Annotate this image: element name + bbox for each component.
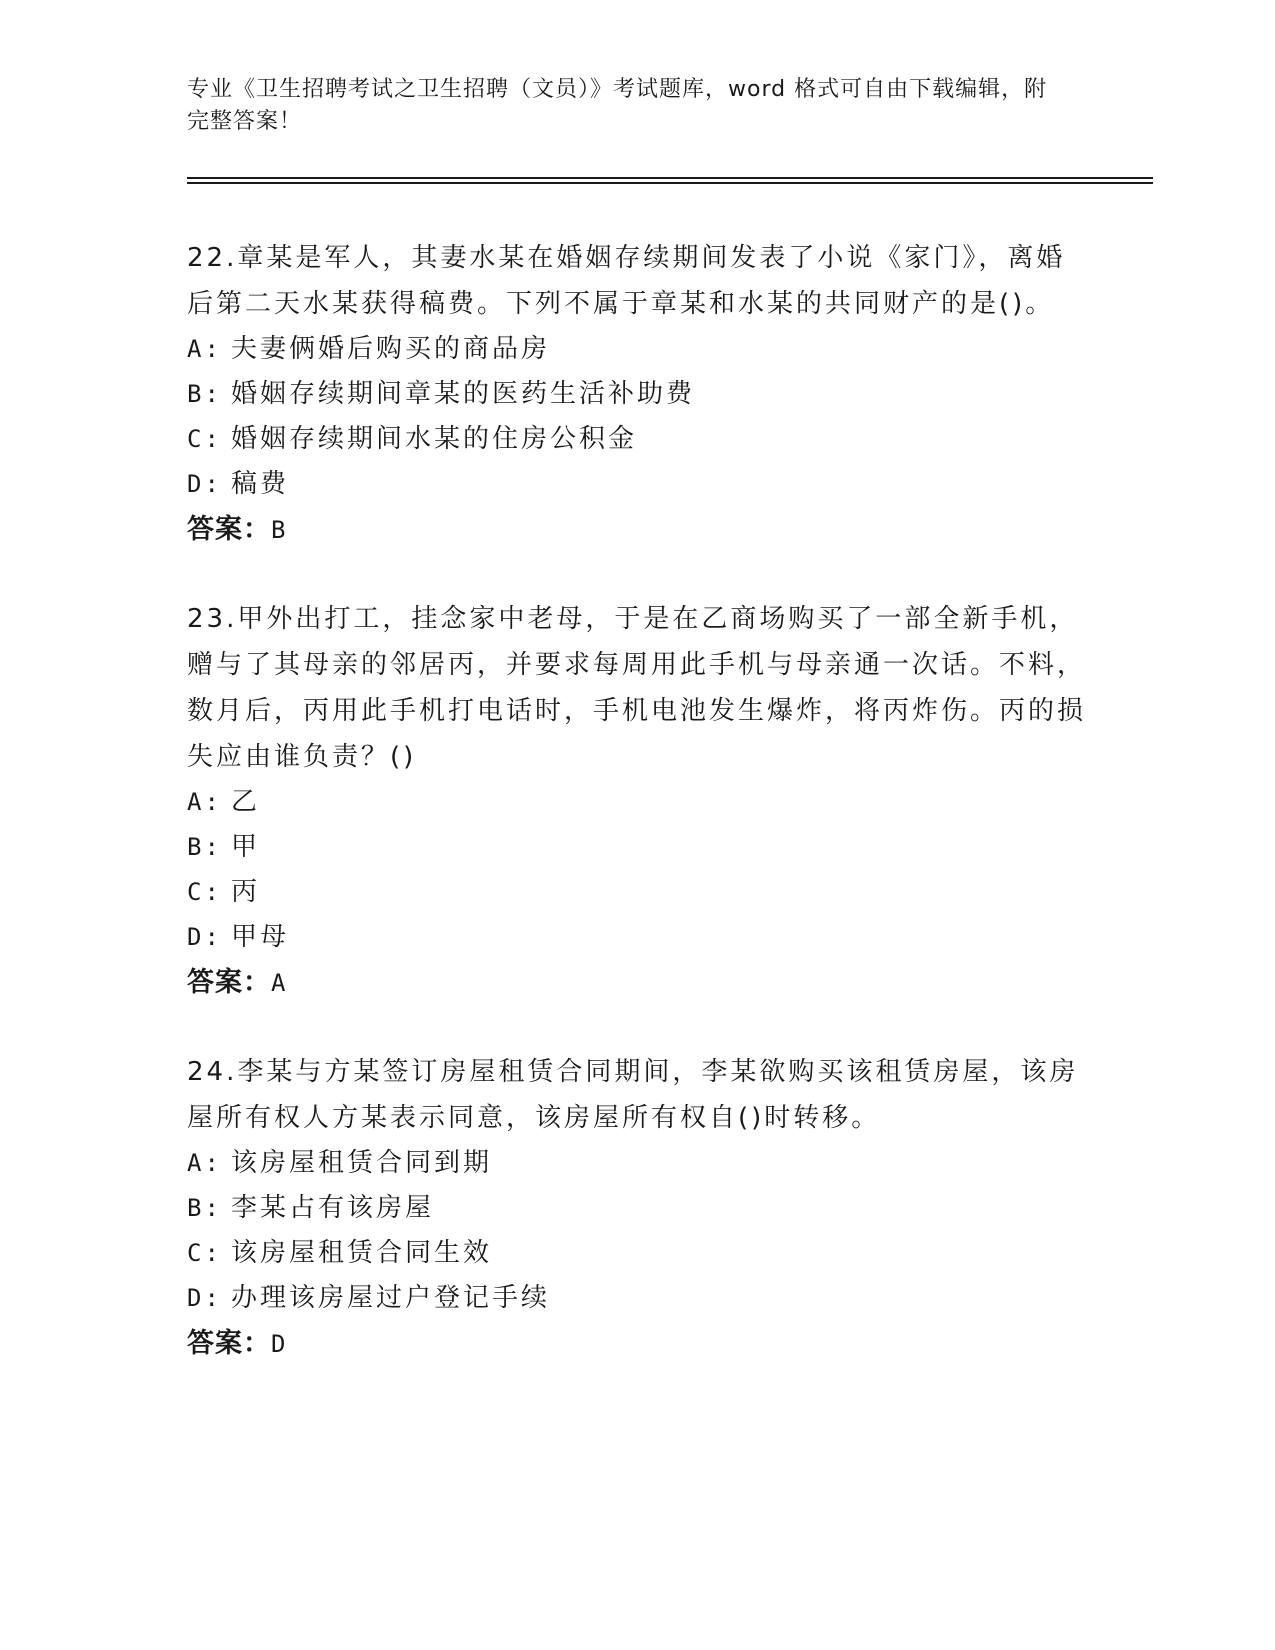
question-22 — [187, 235, 1087, 553]
option-key: A: — [187, 1149, 222, 1177]
question-24 — [187, 1049, 1087, 1367]
option-key: B: — [187, 833, 222, 861]
option-c — [187, 1231, 1087, 1276]
option-key: A: — [187, 335, 222, 363]
option-text: 婚姻存续期间章某的医药生活补助费 — [231, 379, 696, 409]
option-c — [187, 870, 1087, 915]
option-c — [187, 417, 1087, 462]
answer-value: B — [271, 516, 287, 544]
option-text: 办理该房屋过户登记手续 — [231, 1283, 551, 1313]
answer-value: D — [271, 1330, 287, 1358]
option-key: B: — [187, 1194, 222, 1222]
answer-value: A — [271, 969, 287, 997]
option-text: 该房屋租赁合同生效 — [231, 1238, 493, 1268]
question-23 — [187, 596, 1087, 1006]
option-text: 乙 — [231, 787, 261, 817]
option-key: D: — [187, 470, 222, 498]
option-b — [187, 1186, 1087, 1231]
option-text: 婚姻存续期间水某的住房公积金 — [231, 424, 638, 454]
option-text: 李某占有该房屋 — [231, 1193, 435, 1223]
option-b — [187, 825, 1087, 870]
header-divider-bottom — [187, 182, 1153, 184]
option-key: D: — [187, 923, 222, 951]
header-divider-top — [187, 177, 1153, 179]
option-a — [187, 327, 1087, 372]
option-a — [187, 780, 1087, 825]
answer-label: 答案： — [187, 967, 271, 998]
option-text: 夫妻俩婚后购买的商品房 — [231, 334, 551, 364]
option-d — [187, 1276, 1087, 1321]
option-key: A: — [187, 788, 222, 816]
option-a — [187, 1141, 1087, 1186]
option-key: D: — [187, 1284, 222, 1312]
question-stem: 24.李某与方某签订房屋租赁合同期间，李某欲购买该租赁房屋，该房屋所有权人方某表示同意，该房屋所有权自()时转移。 — [187, 1057, 1079, 1133]
option-text: 甲 — [231, 832, 261, 862]
option-key: C: — [187, 425, 222, 453]
answer-line — [187, 507, 1087, 553]
document-header: 专业《卫生招聘考试之卫生招聘（文员）》考试题库，word 格式可自由下载编辑，附完整答案！ — [187, 77, 1048, 134]
answer-label: 答案： — [187, 514, 271, 545]
option-key: C: — [187, 878, 222, 906]
option-text: 稿费 — [231, 469, 290, 499]
option-text: 丙 — [231, 877, 261, 907]
option-d — [187, 915, 1087, 960]
option-key: C: — [187, 1239, 222, 1267]
answer-line — [187, 1321, 1087, 1367]
option-b — [187, 372, 1087, 417]
question-stem: 23.甲外出打工，挂念家中老母，于是在乙商场购买了一部全新手机，赠与了其母亲的邻居丙，并要求每周用此手机与母亲通一次话。不料，数月后，丙用此手机打电话时，手机电池发生爆炸，将丙炸伤。丙的损失应由谁负责？() — [187, 604, 1087, 772]
option-text: 甲母 — [231, 922, 290, 952]
answer-label: 答案： — [187, 1328, 271, 1359]
question-stem: 22.章某是军人，其妻水某在婚姻存续期间发表了小说《家门》，离婚后第二天水某获得稿费。下列不属于章某和水某的共同财产的是()。 — [187, 243, 1066, 319]
answer-line — [187, 960, 1087, 1006]
option-text: 该房屋租赁合同到期 — [231, 1148, 493, 1178]
option-d — [187, 462, 1087, 507]
option-key: B: — [187, 380, 222, 408]
